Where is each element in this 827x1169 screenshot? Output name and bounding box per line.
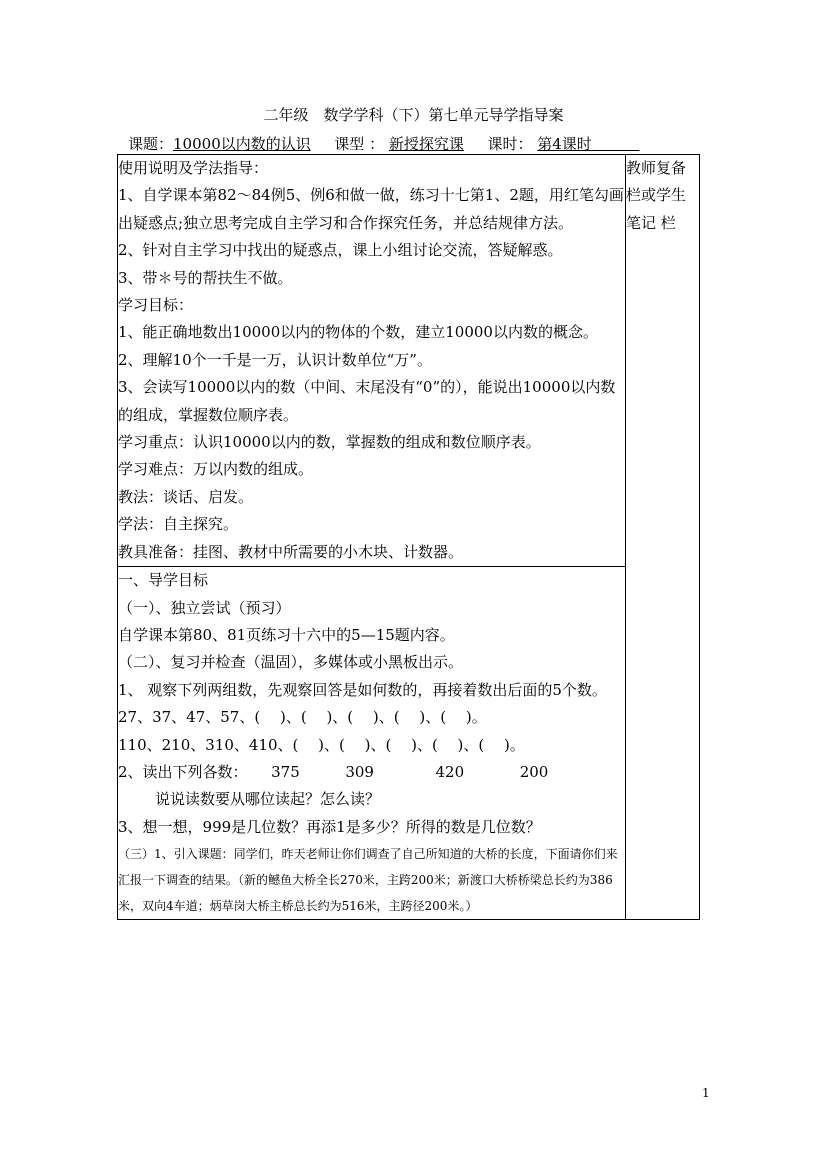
number-420: 420: [435, 762, 465, 781]
objective-3: 3、会读写10000以内的数（中间、末尾没有“0”的），能说出10000以内数的组成，掌握数位顺序表。: [118, 378, 616, 424]
objective-1: 1、能正确地数出10000以内的物体的个数，建立10000以内数的概念。: [118, 323, 598, 342]
objective-2: 2、理解10个一千是一万，认识计数单位“万”。: [118, 350, 432, 369]
instruction-3: 3、带＊号的帮扶生不做。: [118, 268, 293, 287]
instructions-cell: [118, 155, 626, 567]
guide-heading: 一、导学目标: [118, 571, 209, 590]
question-2: [118, 759, 625, 786]
objectives-heading: 学习目标：: [118, 296, 194, 315]
notes-column: [626, 155, 700, 920]
lesson-header: [128, 134, 728, 154]
sequence-1: 27、37、47、57、( )、( )、( )、( )、( )。: [118, 708, 487, 727]
number-375: 375: [271, 762, 300, 781]
preview-text: 自学课本第80、81页练习十六中的5—15题内容。: [118, 625, 455, 644]
instruction-2: 2、针对自主学习中找出的疑惑点，课上小组讨论交流，答疑解惑。: [118, 241, 563, 260]
type-label: 课型 ：: [334, 135, 385, 153]
question-3: 3、想一想，999是几位数？再添1是多少？所得的数是几位数？: [118, 817, 541, 836]
learning-method: 学法：自主探究。: [118, 515, 239, 534]
guide-table: [117, 154, 700, 920]
topic-label: 课题：: [128, 135, 174, 153]
sequence-2: 110、210、310、410、( )、( )、( )、( )、( )。: [118, 735, 525, 754]
number-309: 309: [345, 762, 374, 781]
topic-value: 10000以内数的认识: [173, 135, 311, 153]
key-point: 学习重点：认识10000以内的数，掌握数的组成和数位顺序表。: [118, 433, 541, 452]
document-title: 二年级 数学学科（下）第七单元导学指导案: [263, 106, 564, 124]
number-200: 200: [519, 762, 549, 781]
question-1: 1、 观察下列两组数，先观察回答是如何数的，再接着数出后面的5个数。: [118, 680, 607, 699]
period-underline: [592, 135, 640, 153]
teaching-method: 教法：谈话、启发。: [118, 487, 254, 506]
instruction-1: 1、自学课本第82～84例5、例6和做一做，练习十七第1、2题，用红笔勾画出疑惑点;独立思考完成自主学习和合作探究任务，并总结规律方法。: [118, 186, 624, 232]
difficult-point: 学习难点：万以内数的组成。: [118, 460, 314, 479]
period-label: 课时：: [487, 135, 533, 153]
question-2-followup: 说说读数要从哪位读起？怎么读？: [155, 790, 381, 809]
teaching-aids: 教具准备：挂图、教材中所需要的小木块、计数器。: [118, 542, 464, 561]
instructions-heading: 使用说明及学法指导：: [118, 159, 269, 177]
guide-cell: [118, 567, 626, 920]
notes-column-label: 教师复备栏或学生笔记 栏: [626, 159, 687, 232]
period-value: 第4课时: [537, 135, 592, 153]
preview-heading: （一）、独立尝试（预习）: [118, 598, 291, 617]
question-2-label: 2、读出下列各数：: [118, 762, 248, 781]
type-value: 新授探究课: [388, 135, 464, 153]
page-number: 1: [702, 1086, 710, 1100]
review-heading: （二）、复习并检查（温固），多媒体或小黑板出示。: [118, 653, 464, 672]
introduction-text: （三）1、引入课题：同学们，昨天老师让你们调查了自己所知道的大桥的长度，下面请你们来汇报一下调查的结果。（新的鳡鱼大桥全长270米，主跨200米；新渡口大桥桥梁总长约为386米，双向4车道；炳草岗大桥主桥总长约为516米，主跨径200米。）: [118, 847, 618, 914]
